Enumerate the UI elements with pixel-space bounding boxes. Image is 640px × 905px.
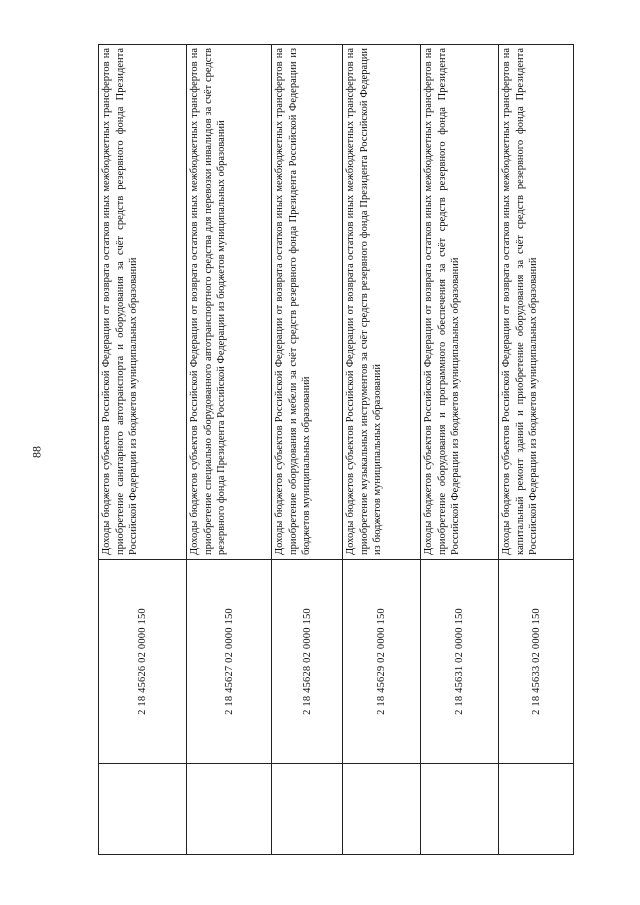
empty-cell bbox=[187, 764, 272, 855]
description-cell: Доходы бюджетов субъектов Российской Федерации от возврата остатков иных межбюджетных трансфертов на приобретение специально оборудованного автотранспортного средства для перевозки инвалидов за счёт средств резервного фонда Президента Российской Федерации из бюджетов муниципальных образований bbox=[187, 45, 272, 560]
code-cell: 2 18 45626 02 0000 150 bbox=[99, 560, 187, 764]
code-cell: 2 18 45629 02 0000 150 bbox=[343, 560, 421, 764]
code-cell: 2 18 45631 02 0000 150 bbox=[421, 560, 499, 764]
table-row bbox=[499, 45, 574, 855]
revenue-codes-table bbox=[98, 44, 574, 855]
table-row bbox=[187, 45, 272, 855]
description-cell: Доходы бюджетов субъектов Российской Федерации от возврата остатков иных межбюджетных трансфертов на приобретение санитарного автотранспорта и оборудования за счёт средств резервного фонда Президента Российской Федерации из бюджетов муниципальных образований bbox=[99, 45, 187, 560]
code-cell: 2 18 45633 02 0000 150 bbox=[499, 560, 574, 764]
page-number: 88 bbox=[29, 446, 44, 458]
description-cell: Доходы бюджетов субъектов Российской Федерации от возврата остатков иных межбюджетных трансфертов на приобретение музыкальных инструментов за счёт средств резервного фонда Президента Российской Федерации из бюджетов муниципальных образований bbox=[343, 45, 421, 560]
empty-cell bbox=[343, 764, 421, 855]
rotated-table-wrapper bbox=[98, 48, 573, 855]
code-cell: 2 18 45628 02 0000 150 bbox=[272, 560, 343, 764]
empty-cell bbox=[421, 764, 499, 855]
description-cell: Доходы бюджетов субъектов Российской Федерации от возврата остатков иных межбюджетных трансфертов на приобретение оборудования и программного обеспечения за счёт средств резервного фонда Президента Российской Федерации из бюджетов муниципальных образований bbox=[421, 45, 499, 560]
table-row bbox=[272, 45, 343, 855]
table-row bbox=[343, 45, 421, 855]
code-cell: 2 18 45627 02 0000 150 bbox=[187, 560, 272, 764]
description-cell: Доходы бюджетов субъектов Российской Федерации от возврата остатков иных межбюджетных трансфертов на приобретение оборудования и мебели за счёт средств резервного фонда Президента Российской Федерации из бюджетов муниципальных образований bbox=[272, 45, 343, 560]
table-row bbox=[99, 45, 187, 855]
empty-cell bbox=[499, 764, 574, 855]
description-cell: Доходы бюджетов субъектов Российской Федерации от возврата остатков иных межбюджетных трансфертов на капитальный ремонт зданий и приобретение оборудования за счёт средств резервного фонда Президента Российской Федерации из бюджетов муниципальных образований bbox=[499, 45, 574, 560]
empty-cell bbox=[99, 764, 187, 855]
empty-cell bbox=[272, 764, 343, 855]
table-row bbox=[421, 45, 499, 855]
